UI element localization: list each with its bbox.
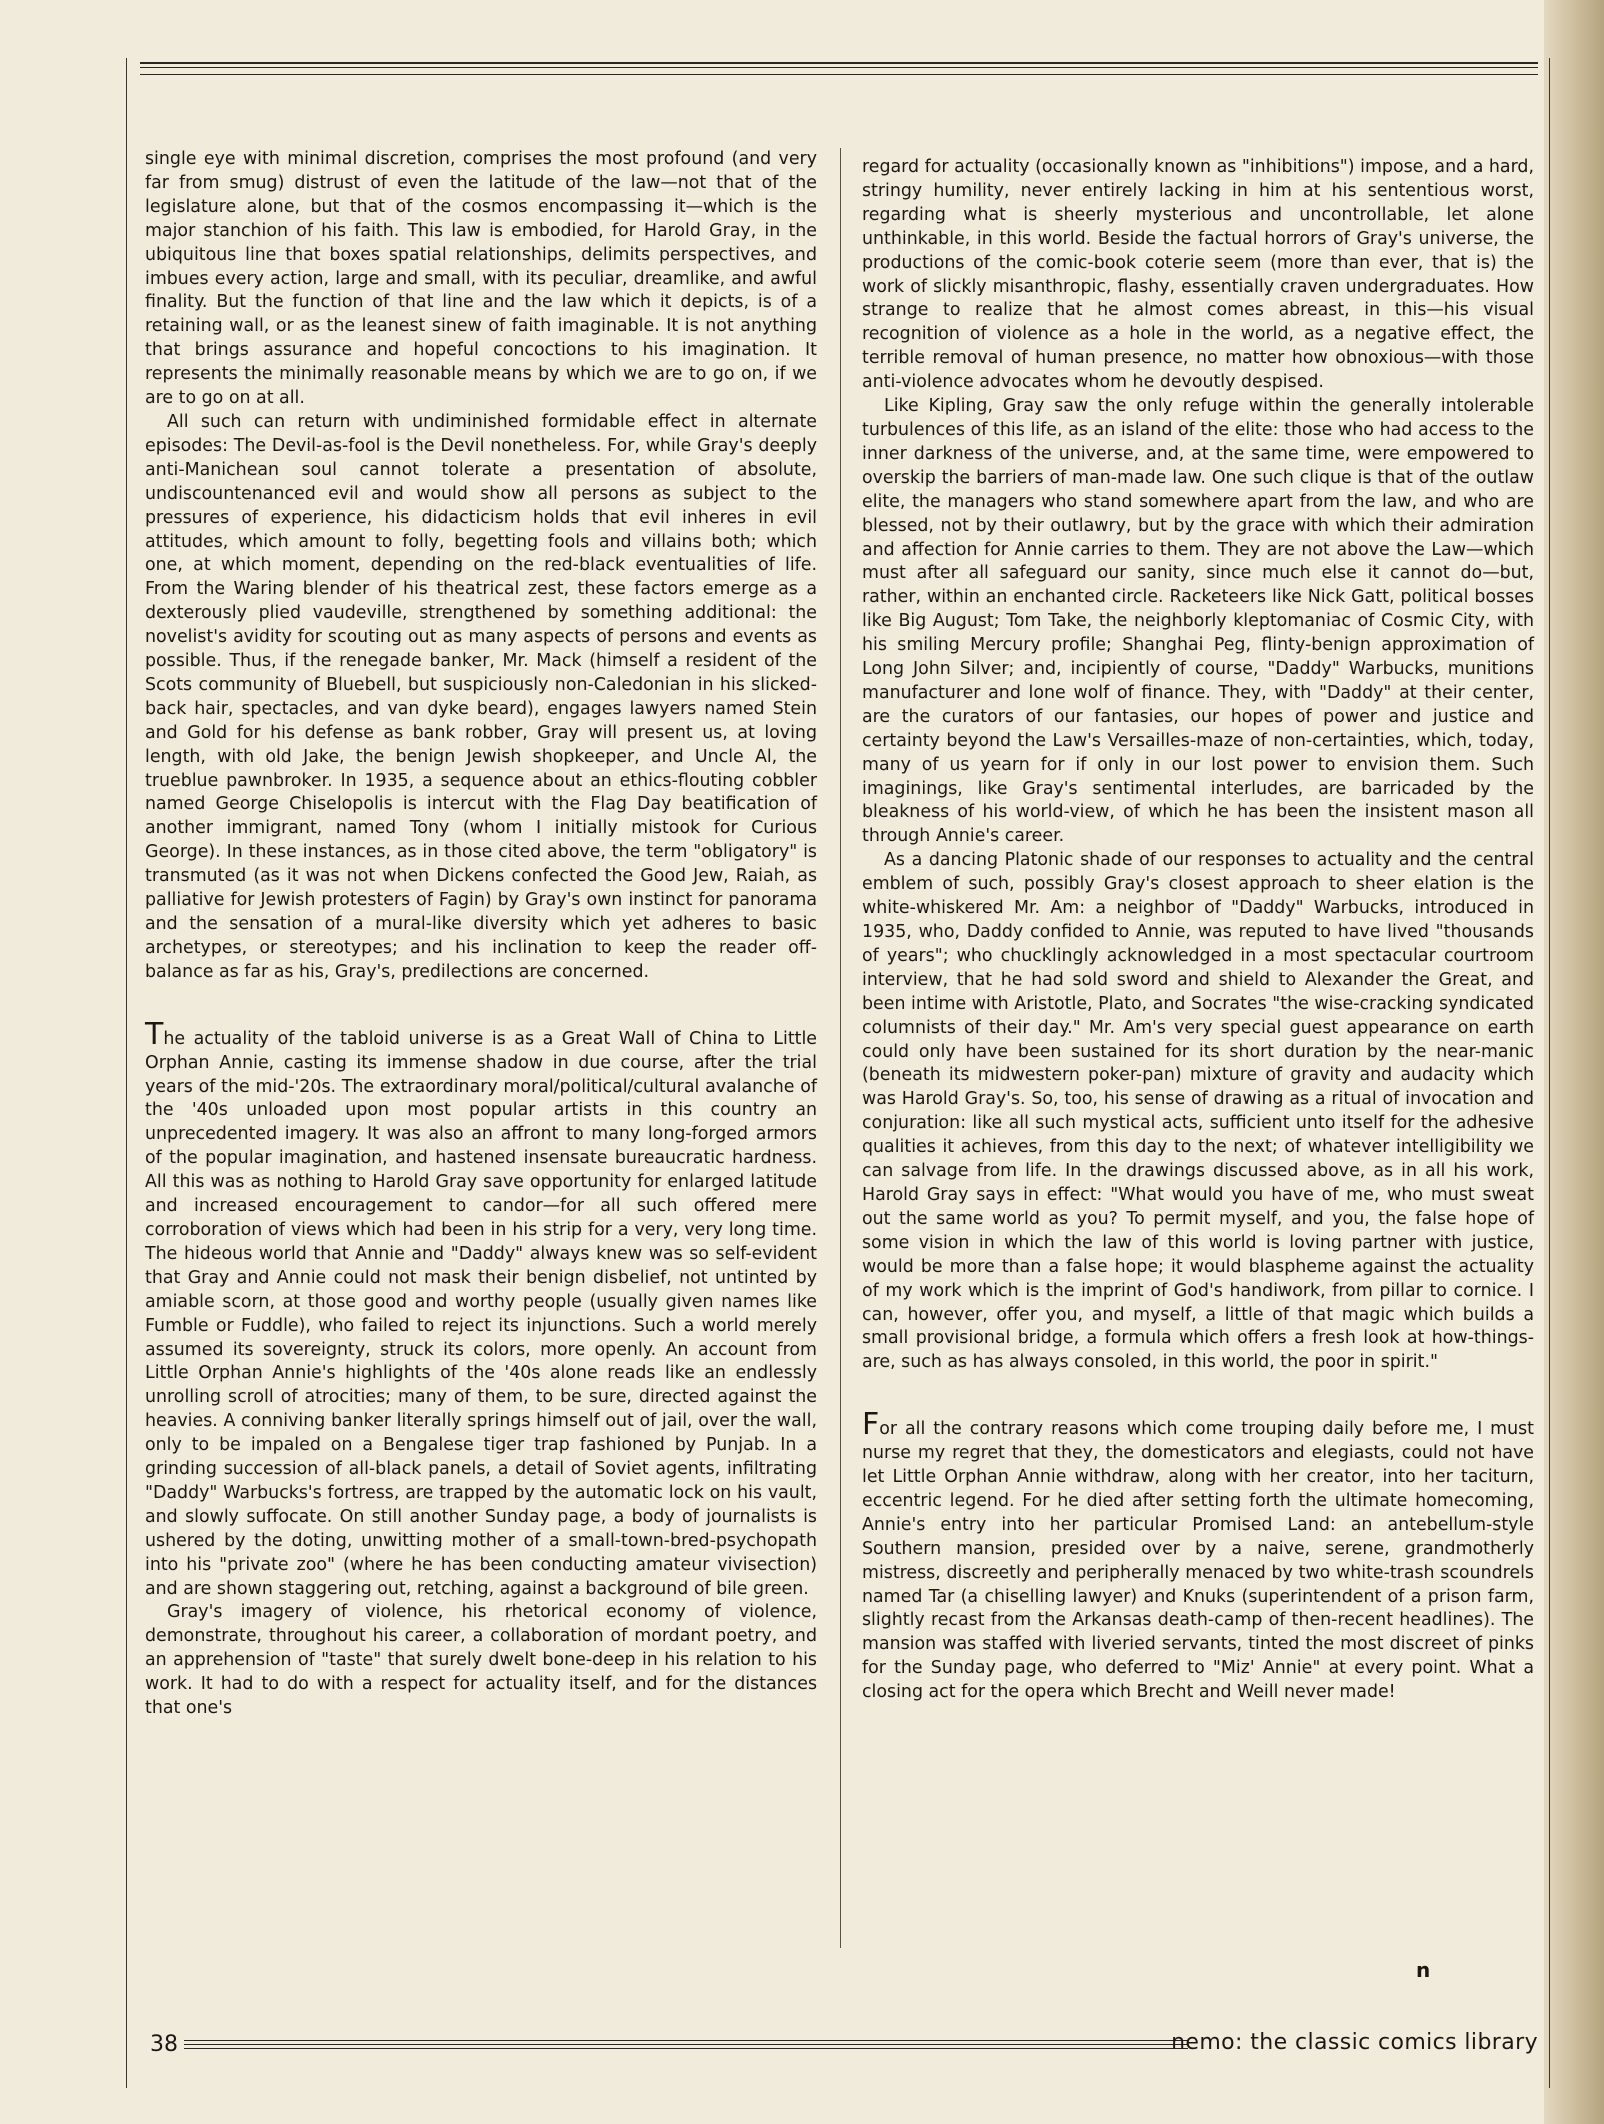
paragraph: single eye with minimal discretion, comprises the most profound (and very far from smug) distrust of even the latitude of the law—not that of the legislature alone, but that of the cosmos encompassing it—which is the major stanchion of his faith. This law is embodied, for Harold Gray, in the ubiquitous line that boxes spatial relationships, delimits perspectives, and imbues every action, large and small, with its peculiar, dreamlike, and awful finality. But the function of that line and the law which it depicts, is of a retaining wall, or as the leanest sinew of faith imaginable. It is not anything that brings assurance and hopeful concoctions to his imagination. It represents the minimally reasonable means by which we are to go on, if we are to go on at all. bbox=[145, 149, 817, 409]
paragraph: Like Kipling, Gray saw the only refuge within the generally intolerable turbulences of this life, as an island of the elite: those who had access to the inner darkness of the universe, and, at the same time, were empowered to overskip the barriers of man-made law. One such clique is that of the outlaw elite, the managers who stand somewhere apart from the law, and who are blessed, not by their outlawry, but by the grace with which their admiration and affection for Annie carries to them. They are not above the Law—which must after all safeguard our sanity, since much else it cannot do—but, rather, within an enchanted circle. Racketeers like Nick Gatt, political bosses like Big August; Tom Take, the neighborly kleptomaniac of Cosmic City, with his smiling Mercury profile; Shanghai Peg, flinty-benign approximation of Long John Silver; and, incipiently of course, "Daddy" Warbucks, munitions manufacturer and lone wolf of finance. They, with "Daddy" at their center, are the curators of our fantasies, our hopes of power and justice and certainty beyond the Law's Versailles-maze of non-certainties, which, today, many of us yearn for if only in our lost power to envision them. Such imaginings, like Gray's sentimental interludes, are barricaded by the bleakness of his world-view, of which he has been the insistent mason all through Annie's career. bbox=[862, 396, 1534, 847]
paragraph: Gray's imagery of violence, his rhetorical economy of violence, demonstrate, throughout his career, a collaboration of mordant poetry, and an apprehension of "taste" that surely dwelt bone-deep in his relation to his work. It had to do with a respect for actuality itself, and for the distances that one's bbox=[145, 1602, 817, 1719]
publication-title: nemo: the classic comics library bbox=[1171, 2030, 1538, 2055]
end-of-article-mark: n bbox=[1416, 1958, 1431, 1982]
page-number: 38 bbox=[150, 2032, 178, 2057]
paragraph: As a dancing Platonic shade of our responses to actuality and the central emblem of such, possibly Gray's closest approach to sheer elation is the white-whiskered Mr. Am: a neighbor of "Daddy" Warbucks, introduced in 1935, who, Daddy confided to Annie, was reputed to have lived "thousands of years"; who chucklingly acknowledged in a most spectacular courtroom interview, that he had sold sword and shield to Alexander the Great, and been intime with Aristotle, Plato, and Socrates "the wise-cracking syndicated columnists of their day." Mr. Am's very special guest appearance on earth could only have been sustained for its short duration by the near-manic (beneath its midwestern poker-pan) mixture of gravity and audacity which was Harold Gray's. So, too, his sense of drawing as a ritual of invocation and conjuration: like all such mystical acts, sufficient unto itself for the adhesive qualities it achieves, from this day to the next; of whatever intelligibility we can salvage from life. In the drawings discussed above, as in all his work, Harold Gray says in effect: "What would you have of me, who must sweat out the same world as you? To permit myself, and you, the false hope of some vision in which the law of this world is loving partner with justice, would be more than a false hope; it would blaspheme against the actuality of my work which is the imprint of God's handiwork, from pillar to cornice. I can, however, offer you, and myself, a little of that magic which builds a small provisional bridge, a formula which offers a fresh look at how-things-are, such as has always consoled, in this world, the poor in spirit." bbox=[862, 850, 1534, 1373]
section-paragraph bbox=[145, 1016, 817, 1602]
drop-cap: T bbox=[145, 1016, 164, 1052]
paragraph-text: or all the contrary reasons which come trouping daily before me, I must nurse my regret that they, the domesticators and elegiasts, could not have let Little Orphan Annie withdraw, along with her creator, into her taciturn, eccentric legend. For he died after setting forth the ultimate homecoming, Annie's entry into her particular Promised Land: an antebellum-style Southern mansion, presided over by a naive, serene, grandmotherly mistress, discreetly and peripherally menaced by two white-trash scoundrels named Tar (a chiselling lawyer) and Knuks (superintendent of a prison farm, slightly recast from the Arkansas death-camp of then-recent headlines). The mansion was staffed with liveried servants, tinted the most discreet of pinks for the Sunday page, who deferred to "Miz' Annie" at every point. What a closing act for the opera which Brecht and Weill never made! bbox=[862, 1419, 1534, 1703]
page-footer bbox=[150, 2032, 1538, 2062]
page-edge-shadow bbox=[1544, 0, 1604, 2124]
paragraph: regard for actuality (occasionally known as "inhibitions") impose, and a hard, stringy humility, never entirely lacking in him at his sententious worst, regarding what is sheerly mysterious and uncontrollable, let alone unthinkable, in this world. Beside the factual horrors of Gray's universe, the productions of the comic-book coterie seem (more than ever, that is) the work of slickly misanthropic, flashy, essentially craven undergraduates. How strange to realize that he almost comes abreast, in this—his visual recognition of violence as a hole in the world, as a negative effect, the terrible removal of human presence, no matter how obnoxious—with those anti-violence advocates whom he devoutly despised. bbox=[862, 157, 1534, 393]
section-paragraph bbox=[862, 1407, 1534, 1705]
column-divider bbox=[840, 148, 841, 1948]
paragraph-text: he actuality of the tabloid universe is as a Great Wall of China to Little Orphan Annie, casting its immense shadow in due course, after the trial years of the mid-'20s. The extraordinary moral/political/cultural avalanche of the '40s unloaded upon most popular artists in this country an unprecedented imagery. It was also an affront to many long-forged armors of the popular imagination, and hastened insensate bureaucratic hardness. All this was as nothing to Harold Gray save opportunity for enlarged latitude and increased encouragement to candor—for all such offered mere corroboration of views which had been in his strip for a very, very long time. The hideous world that Annie and "Daddy" always knew was so self-evident that Gray and Annie could not mask their benign disbelief, not untinted by amiable scorn, at those good and worthy people (usually given names like Fumble or Fuddle), who failed to reject its injunctions. Such a world merely assumed its sovereignty, struck its colors, more openly. An account from Little Orphan Annie's highlights of the '40s alone reads like an endlessly unrolling scroll of atrocities; many of them, to be sure, directed against the heavies. A conniving banker literally springs himself out of jail, over the wall, only to be impaled on a Bengalese tiger trap fashioned by Punjab. In a grinding succession of all-black panels, a detail of Soviet agents, infiltrating "Daddy" Warbucks's fortress, are trapped by the automatic lock on his vault, and slowly suffocate. On still another Sunday page, a body of journalists is ushered by the doting, unwitting mother of a small-town-bred-psychopath into his "private zoo" (where he has been conducting amateur vivisection) and are shown staggering out, retching, against a background of bile green. bbox=[145, 1028, 817, 1599]
header-rule bbox=[140, 62, 1538, 75]
left-column bbox=[145, 148, 817, 1721]
right-column bbox=[862, 156, 1534, 1705]
paragraph: All such can return with undiminished formidable effect in alternate episodes: The Devil-as-fool is the Devil nonetheless. For, while Gray's deeply anti-Manichean soul cannot tolerate a presentation of absolute, undiscountenanced evil and would show all persons as subject to the pressures of experience, his didacticism holds that evil inheres in evil attitudes, which amount to folly, begetting fools and villains both; which one, at which moment, depending on the red-black eventualities of life. From the Waring blender of his theatrical zest, these factors emerge as a dexterously plied vaudeville, strengthened by something additional: the novelist's avidity for scouting out as many aspects of persons and events as possible. Thus, if the renegade banker, Mr. Mack (himself a resident of the Scots community of Bluebell, but suspiciously non-Caledonian in his slicked-back hair, spectacles, and van dyke beard), engages lawyers named Stein and Gold for his defense as bank robber, Gray will present us, at loving length, with old Jake, the benign Jewish shopkeeper, and Uncle Al, the trueblue pawnbroker. In 1935, a sequence about an ethics-flouting cobbler named George Chiselopolis is intercut with the Flag Day beatification of another immigrant, named Tony (whom I initially mistook for Curious George). In these instances, as in those cited above, the term "obligatory" is transmuted (as it was not when Dickens confected the Good Jew, Raiah, as palliative for Jewish protesters of Fagin) by Gray's own instinct for panorama and the sensation of a mural-like diversity which yet adheres to basic archetypes, or stereotypes; and his inclination to keep the reader off-balance as far as his, Gray's, predilections are concerned. bbox=[145, 411, 817, 982]
drop-cap: F bbox=[862, 1407, 880, 1443]
footer-rule bbox=[184, 2040, 1188, 2049]
